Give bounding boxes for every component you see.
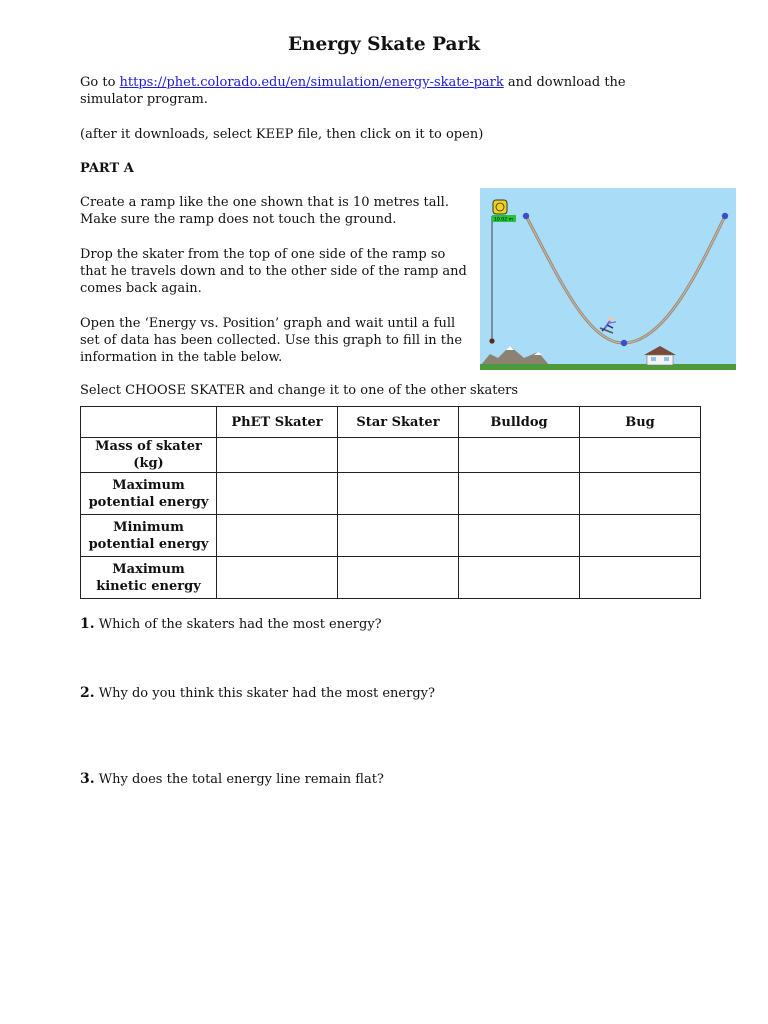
row-header: Mass of skater (kg) — [81, 438, 217, 473]
energy-table — [80, 406, 701, 599]
ramp-line-1: Create a ramp like the one shown that is 10 metres tall. — [80, 195, 449, 210]
table-row — [81, 515, 701, 557]
answer-cell[interactable] — [580, 473, 701, 515]
question-2 — [80, 685, 435, 701]
question-number: 2. — [80, 685, 95, 701]
answer-cell[interactable] — [459, 473, 580, 515]
track-control-point-bottom[interactable] — [621, 340, 627, 346]
ramp-line-2: Make sure the ramp does not touch the ground. — [80, 212, 397, 227]
graph-line-1: Open the ‘Energy vs. Position’ graph and wait until a full — [80, 316, 456, 331]
sky-background — [480, 188, 736, 370]
ground — [480, 364, 736, 370]
answer-cell[interactable] — [459, 438, 580, 473]
question-text: Why do you think this skater had the most energy? — [94, 686, 435, 701]
table-row — [81, 473, 701, 515]
intro-paragraph — [80, 74, 680, 108]
intro-suffix: and download the — [503, 75, 626, 90]
part-heading: PART A — [80, 161, 134, 176]
question-number: 1. — [80, 616, 95, 632]
column-header: Bug — [580, 407, 701, 438]
drop-line-1: Drop the skater from the top of one side of the ramp so — [80, 247, 446, 262]
simulation-screenshot — [480, 188, 736, 370]
table-row — [81, 438, 701, 473]
graph-line-3: information in the table below. — [80, 350, 283, 365]
intro-line2: simulator program. — [80, 92, 208, 107]
row-header: Maximum potential energy — [81, 473, 217, 515]
question-number: 3. — [80, 771, 95, 787]
answer-cell[interactable] — [338, 515, 459, 557]
tape-end-icon — [489, 338, 494, 343]
answer-cell[interactable] — [217, 473, 338, 515]
column-header: PhET Skater — [217, 407, 338, 438]
instruction-graph — [80, 315, 475, 366]
instruction-drop — [80, 246, 475, 297]
question-text: Why does the total energy line remain flat? — [94, 772, 384, 787]
answer-cell[interactable] — [459, 557, 580, 599]
download-note: (after it downloads, select KEEP file, then click on it to open) — [80, 127, 484, 142]
table-row — [81, 557, 701, 599]
page-title: Energy Skate Park — [287, 34, 481, 55]
height-readout: 10.02 m — [494, 217, 514, 223]
answer-cell[interactable] — [580, 557, 701, 599]
track-control-point-right[interactable] — [722, 213, 728, 219]
drop-line-3: comes back again. — [80, 281, 202, 296]
select-skater-instruction: Select CHOOSE SKATER and change it to one of the other skaters — [80, 383, 519, 398]
simulation-scene — [480, 188, 736, 370]
question-1 — [80, 616, 382, 632]
instruction-ramp — [80, 194, 475, 228]
column-header: Star Skater — [338, 407, 459, 438]
answer-cell[interactable] — [338, 473, 459, 515]
track-control-point-left[interactable] — [523, 213, 529, 219]
drop-line-2: that he travels down and to the other side of the ramp and — [80, 264, 467, 279]
answer-cell[interactable] — [459, 515, 580, 557]
column-header: Bulldog — [459, 407, 580, 438]
answer-cell[interactable] — [338, 557, 459, 599]
row-header: Maximum kinetic energy — [81, 557, 217, 599]
answer-cell[interactable] — [338, 438, 459, 473]
answer-cell[interactable] — [217, 557, 338, 599]
table-header-row — [81, 407, 701, 438]
intro-prefix: Go to — [80, 75, 120, 90]
column-header — [81, 407, 217, 438]
answer-cell[interactable] — [580, 515, 701, 557]
answer-cell[interactable] — [217, 515, 338, 557]
phet-link[interactable]: https://phet.colorado.edu/en/simulation/energy-skate-park — [119, 75, 504, 90]
answer-cell[interactable] — [217, 438, 338, 473]
tape-reel-icon[interactable] — [493, 200, 507, 214]
question-3 — [80, 771, 384, 787]
question-text: Which of the skaters had the most energy? — [94, 617, 382, 632]
graph-line-2: set of data has been collected. Use this graph to fill in the — [80, 333, 463, 348]
answer-cell[interactable] — [580, 438, 701, 473]
row-header: Minimum potential energy — [81, 515, 217, 557]
